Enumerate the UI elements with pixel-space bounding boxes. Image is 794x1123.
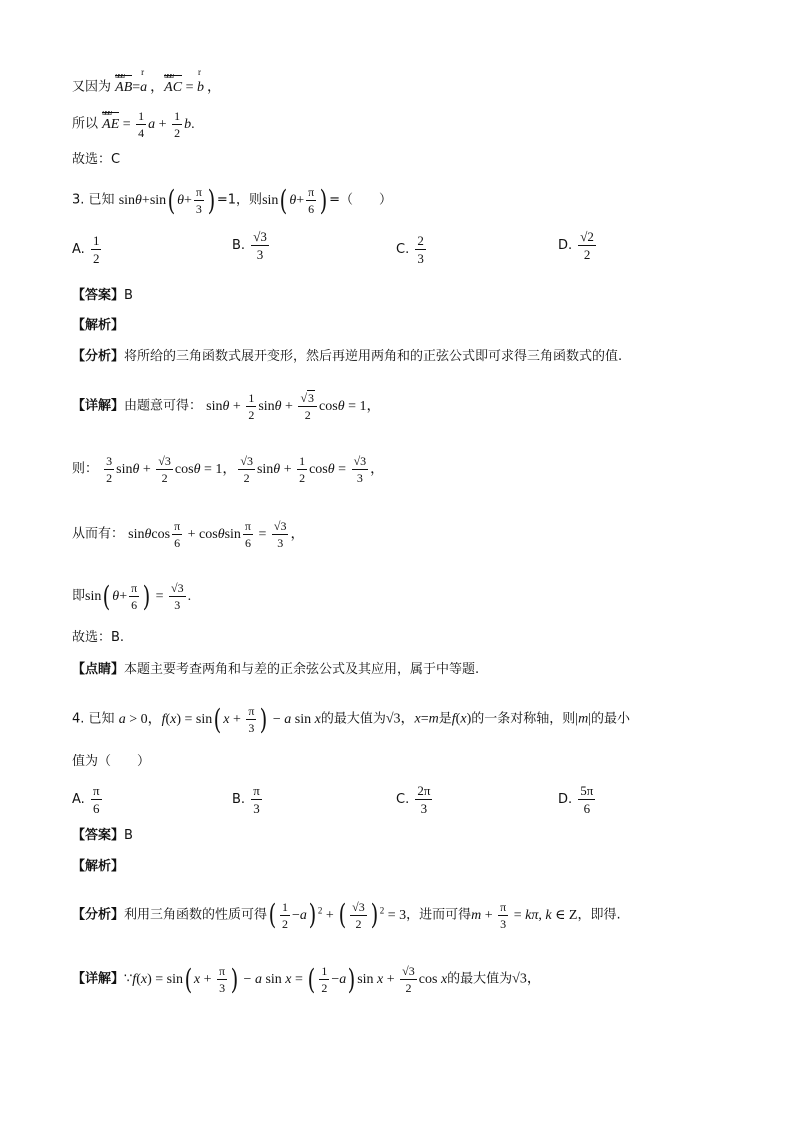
- q4-answer: 【答案】B: [72, 828, 133, 843]
- answer-choice-prev: 故选：C: [72, 152, 121, 167]
- q3-option-a: A. $\frac{1}{2}$: [72, 233, 100, 266]
- q3-option-c: C. $\frac{2}{3}$: [396, 233, 424, 266]
- q3-xiangjie: 【详解】由题意可得： sinθ + $\frac{1}{2}$ sinθ + $\frac{√3}{2}$ cosθ = 1，: [72, 391, 381, 422]
- q4-analysis-heading: 【解析】: [72, 859, 125, 874]
- q3-option-b: B. $\frac{√3}{3}$: [232, 229, 267, 262]
- vector-definition-line: [72, 67, 221, 98]
- q4-option-d: D. $\frac{5\pi}{6}$: [558, 783, 594, 816]
- q3-option-d: D. $\frac{√2}{2}$: [558, 229, 594, 262]
- vector-ab-eq: uuu $AB=a^r$， uuu AC = $b^r$，: [115, 80, 221, 95]
- q3-analysis-heading: 【解析】: [72, 318, 125, 333]
- q3-step-ji: 即sin( θ+ $\frac{\pi}{6}$ ) = $\frac{√3}{3}$ .: [72, 579, 192, 613]
- q3-number: 3. 已知: [72, 192, 115, 208]
- q3-final-choice: 故选：B.: [72, 630, 125, 645]
- question-3: [72, 183, 393, 217]
- q4-fenxi: 【分析】利用三角函数的性质可得( $\frac{1}{2}$ −a) $^2$ + ( $\frac{√3}{2}$ ) $^2$ = 3，进而可得m + $\frac{\pi}{3}$ = kπ, k ∈ Z，即得.: [72, 898, 621, 932]
- question-4: 4. 已知 a > 0，f(x) = sin( x + $\frac{\pi}{3}$ ) − a sin x的最大值为√3，x=m是f(x)的一条对称轴，则|m|的最小: [72, 702, 631, 736]
- question-4-line2: 值为（ ）: [72, 754, 151, 769]
- q4-xiangjie: 【详解】∵f(x) = sin( x + $\frac{\pi}{3}$ ) − a sin x = ( $\frac{1}{2}$ −a) sin x + $\frac{√3}{2}$ cos x的最大值为√3，: [72, 962, 541, 996]
- q3-formula-1: sinθ+sin( θ+ $\frac{\pi}{3}$ ): [118, 183, 216, 217]
- q3-answer: 【答案】B: [72, 288, 133, 303]
- q3-formula-2: sin( θ+ $\frac{\pi}{6}$ ): [262, 183, 328, 217]
- q3-text-1: =1，则: [216, 192, 263, 208]
- q3-dianjing: 【点睛】本题主要考查两角和与差的正余弦公式及其应用，属于中等题.: [72, 662, 480, 677]
- text-suoyi: 所以: [72, 116, 99, 132]
- q3-text-2: =（ ）: [329, 192, 393, 208]
- q4-option-c: C. $\frac{2\pi}{3}$: [396, 783, 431, 816]
- vector-ae-eq: uuu AE = $\frac{1}{4}$ a + $\frac{1}{2}$ b.: [102, 107, 195, 140]
- q3-step-ze: 则： $\frac{3}{2}$ sinθ + $\frac{√3}{2}$ cosθ = 1， $\frac{√3}{2}$ sinθ + $\frac{1}{2}$ cosθ = $\frac{√3}{3}$ ，: [72, 454, 385, 485]
- q4-option-b: B. $\frac{\pi}{3}$: [232, 783, 260, 816]
- q4-option-a: A. $\frac{\pi}{6}$: [72, 783, 100, 816]
- text-youyinwei: 又因为: [72, 79, 112, 95]
- vector-result-line: [72, 107, 195, 140]
- q3-fenxi: 【分析】将所给的三角函数式展开变形，然后再逆用两角和的正弦公式即可求得三角函数式的值.: [72, 349, 623, 364]
- q3-step-congeryou: 从而有： sinθcos $\frac{\pi}{6}$ + cosθsin $\frac{\pi}{6}$ = $\frac{√3}{3}$ ，: [72, 519, 305, 550]
